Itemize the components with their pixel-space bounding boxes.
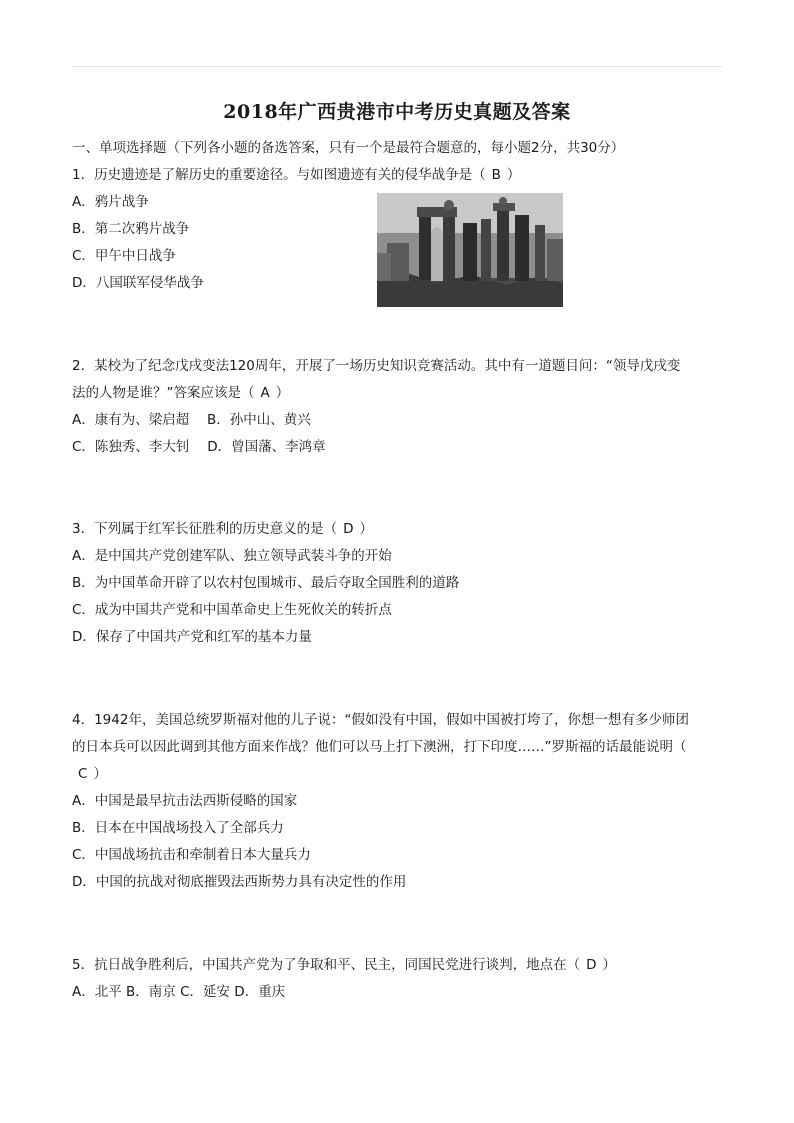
section-heading: 一、单项选择题（下列各小题的备选答案，只有一个是最符合题意的，每小题2分，共30分） — [72, 140, 625, 156]
question-2-stem-line-2: 法的人物是谁？”答案应该是（ A ） — [72, 385, 290, 401]
question-4-stem-line-2: 的日本兵可以因此调到其他方面来作战？他们可以马上打下澳洲，打下印度……”罗斯福的话最能说明（ — [72, 739, 687, 755]
question-2-options-row-2: C．陈独秀、李大钊 D．曾国藩、李鸿章 — [72, 439, 326, 455]
question-3-answer: D — [343, 521, 354, 537]
question-5-options: A．北平 B．南京 C．延安 D．重庆 — [72, 984, 286, 1000]
question-1-option-a: A．鸦片战争 — [72, 194, 149, 210]
question-2-answer: A — [260, 385, 270, 401]
question-3-stem: 3．下列属于红军长征胜利的历史意义的是（ D ） — [72, 521, 373, 537]
question-3-option-c: C．成为中国共产党和中国革命史上生死攸关的转折点 — [72, 602, 392, 618]
question-3-option-b: B．为中国革命开辟了以农村包围城市、最后夺取全国胜利的道路 — [72, 575, 460, 591]
question-4-answer: C — [78, 766, 88, 782]
question-4-stem-line-1: 4．1942年，美国总统罗斯福对他的儿子说：“假如没有中国，假如中国被打垮了，你想一想有多少师团 — [72, 712, 689, 728]
question-4-answer-line: C ） — [72, 765, 107, 783]
question-1-stem: 1．历史遗迹是了解历史的重要途径。与如图遗迹有关的侵华战争是（ B ） — [72, 167, 521, 183]
question-4-option-a: A．中国是最早抗击法西斯侵略的国家 — [72, 793, 298, 809]
question-4-option-c: C．中国战场抗击和牵制着日本大量兵力 — [72, 847, 311, 863]
question-3-option-d: D．保存了中国共产党和红军的基本力量 — [72, 629, 312, 645]
question-1-option-c: C．甲午中日战争 — [72, 248, 176, 264]
question-5-stem: 5．抗日战争胜利后，中国共产党为了争取和平、民主，同国民党进行谈判，地点在（ D ） — [72, 957, 616, 973]
question-1-option-b: B．第二次鸦片战争 — [72, 221, 190, 237]
question-2-stem-line-1: 2．某校为了纪念戊戌变法120周年，开展了一场历史知识竞赛活动。其中有一道题目问：“领导戊戌变 — [72, 358, 681, 374]
header-rule — [72, 66, 722, 67]
question-5-answer: D — [586, 957, 597, 973]
document-title: 2018年广西贵港市中考历史真题及答案 — [223, 101, 571, 123]
question-3-option-a: A．是中国共产党创建军队、独立领导武装斗争的开始 — [72, 548, 392, 564]
question-1-answer: B — [491, 167, 501, 183]
question-4-option-b: B．日本在中国战场投入了全部兵力 — [72, 820, 284, 836]
question-4-option-d: D．中国的抗战对彻底摧毁法西斯势力具有决定性的作用 — [72, 874, 407, 890]
ruins-photo — [377, 193, 563, 307]
question-1-option-d: D．八国联军侵华战争 — [72, 275, 204, 291]
question-2-options-row-1: A．康有为、梁启超 B．孙中山、黄兴 — [72, 412, 311, 428]
